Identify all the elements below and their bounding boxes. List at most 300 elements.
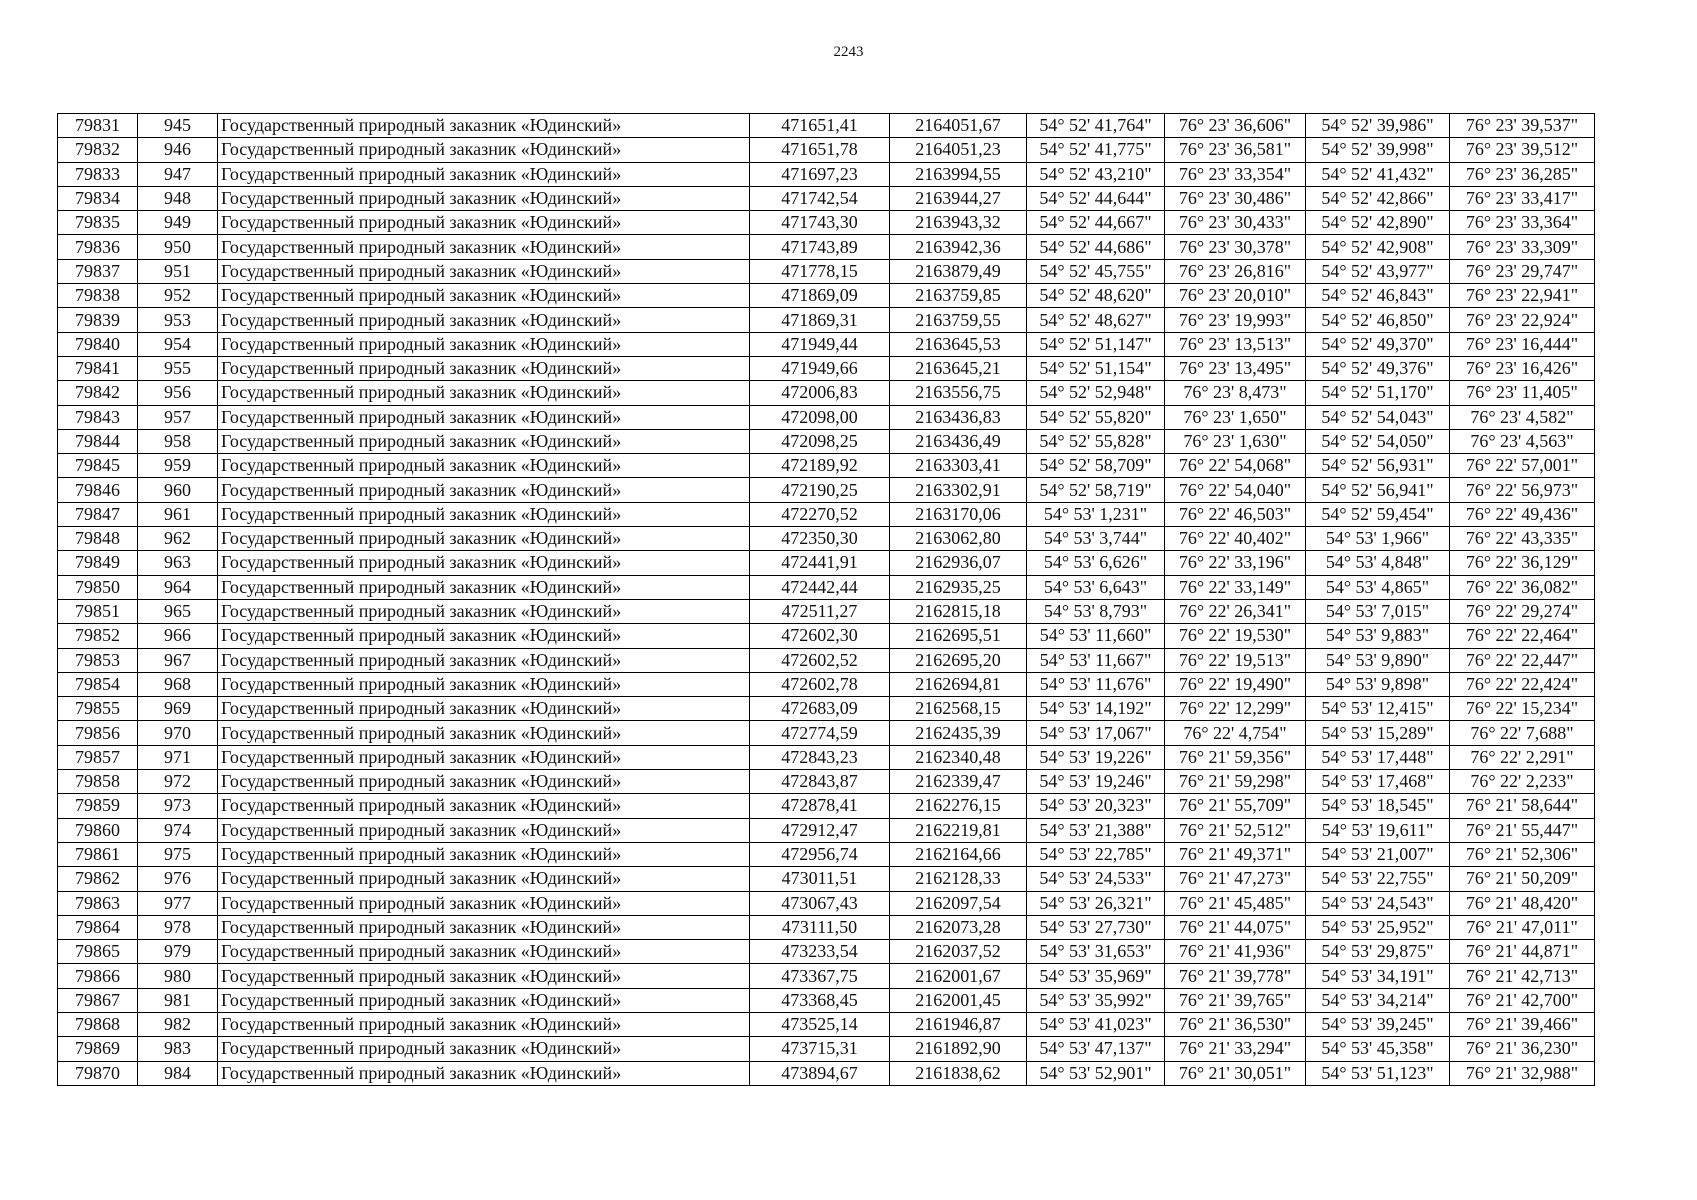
point-number-cell: 969 bbox=[138, 697, 218, 721]
object-name-cell: Государственный природный заказник «Юдинский» bbox=[218, 575, 750, 599]
point-number-cell: 945 bbox=[138, 114, 218, 138]
longitude-2-cell: 76° 21' 47,011" bbox=[1450, 915, 1595, 939]
record-number-cell: 79870 bbox=[58, 1061, 138, 1085]
y-coordinate-cell: 2163943,32 bbox=[890, 211, 1027, 235]
record-number-cell: 79861 bbox=[58, 842, 138, 866]
table-row bbox=[58, 356, 1595, 380]
table-row bbox=[58, 405, 1595, 429]
record-number-cell: 79847 bbox=[58, 502, 138, 526]
longitude-1-cell: 76° 23' 30,486" bbox=[1165, 186, 1306, 210]
latitude-2-cell: 54° 53' 17,448" bbox=[1306, 745, 1450, 769]
latitude-1-cell: 54° 53' 27,730" bbox=[1027, 915, 1165, 939]
y-coordinate-cell: 2161838,62 bbox=[890, 1061, 1027, 1085]
latitude-1-cell: 54° 52' 48,620" bbox=[1027, 284, 1165, 308]
longitude-1-cell: 76° 21' 59,298" bbox=[1165, 770, 1306, 794]
longitude-1-cell: 76° 22' 46,503" bbox=[1165, 502, 1306, 526]
y-coordinate-cell: 2163303,41 bbox=[890, 454, 1027, 478]
point-number-cell: 971 bbox=[138, 745, 218, 769]
page-number: 2243 bbox=[833, 44, 864, 60]
latitude-2-cell: 54° 52' 59,454" bbox=[1306, 502, 1450, 526]
latitude-2-cell: 54° 53' 12,415" bbox=[1306, 697, 1450, 721]
longitude-1-cell: 76° 21' 41,936" bbox=[1165, 940, 1306, 964]
table-row bbox=[58, 794, 1595, 818]
x-coordinate-cell: 472843,87 bbox=[750, 770, 890, 794]
table-row bbox=[58, 1012, 1595, 1036]
object-name-cell: Государственный природный заказник «Юдинский» bbox=[218, 867, 750, 891]
object-name-cell: Государственный природный заказник «Юдинский» bbox=[218, 454, 750, 478]
longitude-1-cell: 76° 22' 19,530" bbox=[1165, 624, 1306, 648]
longitude-2-cell: 76° 21' 42,700" bbox=[1450, 988, 1595, 1012]
table-row bbox=[58, 940, 1595, 964]
object-name-cell: Государственный природный заказник «Юдинский» bbox=[218, 842, 750, 866]
latitude-2-cell: 54° 52' 54,050" bbox=[1306, 429, 1450, 453]
longitude-2-cell: 76° 23' 16,444" bbox=[1450, 332, 1595, 356]
record-number-cell: 79849 bbox=[58, 551, 138, 575]
latitude-1-cell: 54° 52' 51,154" bbox=[1027, 356, 1165, 380]
longitude-1-cell: 76° 22' 54,040" bbox=[1165, 478, 1306, 502]
latitude-1-cell: 54° 53' 14,192" bbox=[1027, 697, 1165, 721]
table-row bbox=[58, 235, 1595, 259]
latitude-1-cell: 54° 52' 44,686" bbox=[1027, 235, 1165, 259]
record-number-cell: 79853 bbox=[58, 648, 138, 672]
record-number-cell: 79856 bbox=[58, 721, 138, 745]
point-number-cell: 963 bbox=[138, 551, 218, 575]
latitude-1-cell: 54° 52' 45,755" bbox=[1027, 259, 1165, 283]
longitude-2-cell: 76° 23' 29,747" bbox=[1450, 259, 1595, 283]
record-number-cell: 79858 bbox=[58, 770, 138, 794]
longitude-2-cell: 76° 23' 16,426" bbox=[1450, 356, 1595, 380]
longitude-1-cell: 76° 22' 19,513" bbox=[1165, 648, 1306, 672]
y-coordinate-cell: 2163436,83 bbox=[890, 405, 1027, 429]
latitude-1-cell: 54° 52' 44,644" bbox=[1027, 186, 1165, 210]
y-coordinate-cell: 2162815,18 bbox=[890, 599, 1027, 623]
latitude-1-cell: 54° 53' 24,533" bbox=[1027, 867, 1165, 891]
object-name-cell: Государственный природный заказник «Юдинский» bbox=[218, 284, 750, 308]
record-number-cell: 79835 bbox=[58, 211, 138, 235]
object-name-cell: Государственный природный заказник «Юдинский» bbox=[218, 648, 750, 672]
latitude-2-cell: 54° 53' 7,015" bbox=[1306, 599, 1450, 623]
x-coordinate-cell: 471742,54 bbox=[750, 186, 890, 210]
table-row bbox=[58, 599, 1595, 623]
record-number-cell: 79851 bbox=[58, 599, 138, 623]
latitude-2-cell: 54° 52' 43,977" bbox=[1306, 259, 1450, 283]
y-coordinate-cell: 2162695,20 bbox=[890, 648, 1027, 672]
table-row bbox=[58, 745, 1595, 769]
longitude-1-cell: 76° 23' 13,513" bbox=[1165, 332, 1306, 356]
y-coordinate-cell: 2162164,66 bbox=[890, 842, 1027, 866]
longitude-1-cell: 76° 21' 47,273" bbox=[1165, 867, 1306, 891]
latitude-1-cell: 54° 53' 17,067" bbox=[1027, 721, 1165, 745]
table-row bbox=[58, 211, 1595, 235]
longitude-1-cell: 76° 22' 4,754" bbox=[1165, 721, 1306, 745]
y-coordinate-cell: 2163556,75 bbox=[890, 381, 1027, 405]
latitude-2-cell: 54° 53' 4,865" bbox=[1306, 575, 1450, 599]
point-number-cell: 967 bbox=[138, 648, 218, 672]
y-coordinate-cell: 2162695,51 bbox=[890, 624, 1027, 648]
record-number-cell: 79833 bbox=[58, 162, 138, 186]
object-name-cell: Государственный природный заказник «Юдинский» bbox=[218, 502, 750, 526]
longitude-2-cell: 76° 22' 22,464" bbox=[1450, 624, 1595, 648]
y-coordinate-cell: 2163759,85 bbox=[890, 284, 1027, 308]
point-number-cell: 951 bbox=[138, 259, 218, 283]
table-row bbox=[58, 624, 1595, 648]
point-number-cell: 975 bbox=[138, 842, 218, 866]
object-name-cell: Государственный природный заказник «Юдинский» bbox=[218, 235, 750, 259]
longitude-1-cell: 76° 21' 36,530" bbox=[1165, 1012, 1306, 1036]
x-coordinate-cell: 472683,09 bbox=[750, 697, 890, 721]
record-number-cell: 79850 bbox=[58, 575, 138, 599]
point-number-cell: 968 bbox=[138, 672, 218, 696]
point-number-cell: 962 bbox=[138, 527, 218, 551]
coordinates-table bbox=[57, 113, 1595, 1086]
x-coordinate-cell: 471651,41 bbox=[750, 114, 890, 138]
table-row bbox=[58, 770, 1595, 794]
object-name-cell: Государственный природный заказник «Юдинский» bbox=[218, 818, 750, 842]
point-number-cell: 974 bbox=[138, 818, 218, 842]
table-row bbox=[58, 648, 1595, 672]
point-number-cell: 948 bbox=[138, 186, 218, 210]
record-number-cell: 79860 bbox=[58, 818, 138, 842]
record-number-cell: 79831 bbox=[58, 114, 138, 138]
latitude-2-cell: 54° 53' 34,191" bbox=[1306, 964, 1450, 988]
x-coordinate-cell: 471869,31 bbox=[750, 308, 890, 332]
point-number-cell: 954 bbox=[138, 332, 218, 356]
record-number-cell: 79854 bbox=[58, 672, 138, 696]
record-number-cell: 79844 bbox=[58, 429, 138, 453]
latitude-2-cell: 54° 53' 9,898" bbox=[1306, 672, 1450, 696]
longitude-2-cell: 76° 23' 11,405" bbox=[1450, 381, 1595, 405]
longitude-2-cell: 76° 21' 55,447" bbox=[1450, 818, 1595, 842]
longitude-2-cell: 76° 23' 22,924" bbox=[1450, 308, 1595, 332]
table-row bbox=[58, 672, 1595, 696]
longitude-1-cell: 76° 21' 30,051" bbox=[1165, 1061, 1306, 1085]
latitude-1-cell: 54° 52' 48,627" bbox=[1027, 308, 1165, 332]
longitude-2-cell: 76° 21' 52,306" bbox=[1450, 842, 1595, 866]
point-number-cell: 959 bbox=[138, 454, 218, 478]
record-number-cell: 79832 bbox=[58, 138, 138, 162]
latitude-2-cell: 54° 52' 46,843" bbox=[1306, 284, 1450, 308]
x-coordinate-cell: 472912,47 bbox=[750, 818, 890, 842]
object-name-cell: Государственный природный заказник «Юдинский» bbox=[218, 915, 750, 939]
y-coordinate-cell: 2161892,90 bbox=[890, 1037, 1027, 1061]
table-row bbox=[58, 915, 1595, 939]
x-coordinate-cell: 473111,50 bbox=[750, 915, 890, 939]
point-number-cell: 983 bbox=[138, 1037, 218, 1061]
record-number-cell: 79867 bbox=[58, 988, 138, 1012]
y-coordinate-cell: 2162219,81 bbox=[890, 818, 1027, 842]
longitude-2-cell: 76° 22' 22,447" bbox=[1450, 648, 1595, 672]
table-row bbox=[58, 575, 1595, 599]
object-name-cell: Государственный природный заказник «Юдинский» bbox=[218, 624, 750, 648]
longitude-1-cell: 76° 21' 59,356" bbox=[1165, 745, 1306, 769]
record-number-cell: 79839 bbox=[58, 308, 138, 332]
object-name-cell: Государственный природный заказник «Юдинский» bbox=[218, 1061, 750, 1085]
table-row bbox=[58, 478, 1595, 502]
y-coordinate-cell: 2163645,21 bbox=[890, 356, 1027, 380]
point-number-cell: 979 bbox=[138, 940, 218, 964]
point-number-cell: 953 bbox=[138, 308, 218, 332]
longitude-2-cell: 76° 21' 48,420" bbox=[1450, 891, 1595, 915]
latitude-1-cell: 54° 53' 41,023" bbox=[1027, 1012, 1165, 1036]
table-row bbox=[58, 527, 1595, 551]
object-name-cell: Государственный природный заказник «Юдинский» bbox=[218, 429, 750, 453]
longitude-1-cell: 76° 23' 1,630" bbox=[1165, 429, 1306, 453]
y-coordinate-cell: 2163759,55 bbox=[890, 308, 1027, 332]
y-coordinate-cell: 2163944,27 bbox=[890, 186, 1027, 210]
table-row bbox=[58, 114, 1595, 138]
longitude-2-cell: 76° 23' 22,941" bbox=[1450, 284, 1595, 308]
latitude-1-cell: 54° 52' 51,147" bbox=[1027, 332, 1165, 356]
table-row bbox=[58, 186, 1595, 210]
x-coordinate-cell: 472441,91 bbox=[750, 551, 890, 575]
object-name-cell: Государственный природный заказник «Юдинский» bbox=[218, 770, 750, 794]
object-name-cell: Государственный природный заказник «Юдинский» bbox=[218, 672, 750, 696]
longitude-1-cell: 76° 21' 39,778" bbox=[1165, 964, 1306, 988]
latitude-2-cell: 54° 52' 51,170" bbox=[1306, 381, 1450, 405]
record-number-cell: 79862 bbox=[58, 867, 138, 891]
object-name-cell: Государственный природный заказник «Юдинский» bbox=[218, 527, 750, 551]
latitude-2-cell: 54° 52' 39,998" bbox=[1306, 138, 1450, 162]
object-name-cell: Государственный природный заказник «Юдинский» bbox=[218, 356, 750, 380]
point-number-cell: 981 bbox=[138, 988, 218, 1012]
point-number-cell: 956 bbox=[138, 381, 218, 405]
x-coordinate-cell: 472843,23 bbox=[750, 745, 890, 769]
record-number-cell: 79834 bbox=[58, 186, 138, 210]
point-number-cell: 972 bbox=[138, 770, 218, 794]
longitude-1-cell: 76° 21' 39,765" bbox=[1165, 988, 1306, 1012]
longitude-1-cell: 76° 21' 44,075" bbox=[1165, 915, 1306, 939]
latitude-2-cell: 54° 52' 54,043" bbox=[1306, 405, 1450, 429]
x-coordinate-cell: 473715,31 bbox=[750, 1037, 890, 1061]
longitude-2-cell: 76° 21' 50,209" bbox=[1450, 867, 1595, 891]
point-number-cell: 952 bbox=[138, 284, 218, 308]
y-coordinate-cell: 2163994,55 bbox=[890, 162, 1027, 186]
object-name-cell: Государственный природный заказник «Юдинский» bbox=[218, 794, 750, 818]
x-coordinate-cell: 473067,43 bbox=[750, 891, 890, 915]
y-coordinate-cell: 2162694,81 bbox=[890, 672, 1027, 696]
record-number-cell: 79863 bbox=[58, 891, 138, 915]
x-coordinate-cell: 472190,25 bbox=[750, 478, 890, 502]
x-coordinate-cell: 471697,23 bbox=[750, 162, 890, 186]
object-name-cell: Государственный природный заказник «Юдинский» bbox=[218, 478, 750, 502]
x-coordinate-cell: 472602,78 bbox=[750, 672, 890, 696]
y-coordinate-cell: 2162001,45 bbox=[890, 988, 1027, 1012]
latitude-2-cell: 54° 52' 41,432" bbox=[1306, 162, 1450, 186]
latitude-2-cell: 54° 53' 25,952" bbox=[1306, 915, 1450, 939]
point-number-cell: 958 bbox=[138, 429, 218, 453]
longitude-2-cell: 76° 22' 15,234" bbox=[1450, 697, 1595, 721]
latitude-2-cell: 54° 53' 15,289" bbox=[1306, 721, 1450, 745]
longitude-1-cell: 76° 23' 36,581" bbox=[1165, 138, 1306, 162]
latitude-2-cell: 54° 52' 56,931" bbox=[1306, 454, 1450, 478]
longitude-2-cell: 76° 22' 22,424" bbox=[1450, 672, 1595, 696]
latitude-1-cell: 54° 52' 41,775" bbox=[1027, 138, 1165, 162]
table-row bbox=[58, 867, 1595, 891]
x-coordinate-cell: 471949,66 bbox=[750, 356, 890, 380]
table-row bbox=[58, 308, 1595, 332]
x-coordinate-cell: 472189,92 bbox=[750, 454, 890, 478]
longitude-2-cell: 76° 22' 7,688" bbox=[1450, 721, 1595, 745]
x-coordinate-cell: 472774,59 bbox=[750, 721, 890, 745]
point-number-cell: 973 bbox=[138, 794, 218, 818]
latitude-1-cell: 54° 53' 3,744" bbox=[1027, 527, 1165, 551]
object-name-cell: Государственный природный заказник «Юдинский» bbox=[218, 1012, 750, 1036]
point-number-cell: 982 bbox=[138, 1012, 218, 1036]
object-name-cell: Государственный природный заказник «Юдинский» bbox=[218, 308, 750, 332]
object-name-cell: Государственный природный заказник «Юдинский» bbox=[218, 599, 750, 623]
latitude-2-cell: 54° 53' 9,890" bbox=[1306, 648, 1450, 672]
latitude-2-cell: 54° 53' 45,358" bbox=[1306, 1037, 1450, 1061]
latitude-1-cell: 54° 53' 1,231" bbox=[1027, 502, 1165, 526]
longitude-2-cell: 76° 21' 44,871" bbox=[1450, 940, 1595, 964]
x-coordinate-cell: 471869,09 bbox=[750, 284, 890, 308]
record-number-cell: 79842 bbox=[58, 381, 138, 405]
latitude-1-cell: 54° 53' 11,660" bbox=[1027, 624, 1165, 648]
latitude-1-cell: 54° 53' 11,667" bbox=[1027, 648, 1165, 672]
longitude-2-cell: 76° 23' 33,309" bbox=[1450, 235, 1595, 259]
record-number-cell: 79836 bbox=[58, 235, 138, 259]
table-row bbox=[58, 332, 1595, 356]
record-number-cell: 79840 bbox=[58, 332, 138, 356]
longitude-1-cell: 76° 23' 36,606" bbox=[1165, 114, 1306, 138]
point-number-cell: 978 bbox=[138, 915, 218, 939]
object-name-cell: Государственный природный заказник «Юдинский» bbox=[218, 186, 750, 210]
longitude-1-cell: 76° 23' 8,473" bbox=[1165, 381, 1306, 405]
x-coordinate-cell: 472956,74 bbox=[750, 842, 890, 866]
table-row bbox=[58, 429, 1595, 453]
latitude-2-cell: 54° 53' 1,966" bbox=[1306, 527, 1450, 551]
x-coordinate-cell: 473367,75 bbox=[750, 964, 890, 988]
longitude-2-cell: 76° 21' 58,644" bbox=[1450, 794, 1595, 818]
x-coordinate-cell: 473368,45 bbox=[750, 988, 890, 1012]
latitude-1-cell: 54° 52' 58,709" bbox=[1027, 454, 1165, 478]
longitude-2-cell: 76° 22' 2,233" bbox=[1450, 770, 1595, 794]
y-coordinate-cell: 2162276,15 bbox=[890, 794, 1027, 818]
latitude-1-cell: 54° 52' 43,210" bbox=[1027, 162, 1165, 186]
table-row bbox=[58, 138, 1595, 162]
latitude-1-cell: 54° 52' 44,667" bbox=[1027, 211, 1165, 235]
record-number-cell: 79841 bbox=[58, 356, 138, 380]
record-number-cell: 79845 bbox=[58, 454, 138, 478]
latitude-2-cell: 54° 53' 51,123" bbox=[1306, 1061, 1450, 1085]
longitude-1-cell: 76° 23' 20,010" bbox=[1165, 284, 1306, 308]
latitude-1-cell: 54° 53' 8,793" bbox=[1027, 599, 1165, 623]
longitude-2-cell: 76° 21' 39,466" bbox=[1450, 1012, 1595, 1036]
record-number-cell: 79859 bbox=[58, 794, 138, 818]
point-number-cell: 947 bbox=[138, 162, 218, 186]
object-name-cell: Государственный природный заказник «Юдинский» bbox=[218, 138, 750, 162]
table-row bbox=[58, 381, 1595, 405]
latitude-2-cell: 54° 52' 49,370" bbox=[1306, 332, 1450, 356]
point-number-cell: 961 bbox=[138, 502, 218, 526]
longitude-1-cell: 76° 23' 30,378" bbox=[1165, 235, 1306, 259]
longitude-2-cell: 76° 22' 36,129" bbox=[1450, 551, 1595, 575]
longitude-1-cell: 76° 23' 1,650" bbox=[1165, 405, 1306, 429]
longitude-2-cell: 76° 22' 29,274" bbox=[1450, 599, 1595, 623]
longitude-1-cell: 76° 23' 19,993" bbox=[1165, 308, 1306, 332]
latitude-2-cell: 54° 53' 18,545" bbox=[1306, 794, 1450, 818]
latitude-1-cell: 54° 53' 6,643" bbox=[1027, 575, 1165, 599]
latitude-2-cell: 54° 53' 24,543" bbox=[1306, 891, 1450, 915]
object-name-cell: Государственный природный заказник «Юдинский» bbox=[218, 162, 750, 186]
table-row bbox=[58, 1037, 1595, 1061]
x-coordinate-cell: 473011,51 bbox=[750, 867, 890, 891]
object-name-cell: Государственный природный заказник «Юдинский» bbox=[218, 891, 750, 915]
longitude-2-cell: 76° 22' 36,082" bbox=[1450, 575, 1595, 599]
x-coordinate-cell: 472602,52 bbox=[750, 648, 890, 672]
x-coordinate-cell: 472098,00 bbox=[750, 405, 890, 429]
table-row bbox=[58, 891, 1595, 915]
y-coordinate-cell: 2162001,67 bbox=[890, 964, 1027, 988]
record-number-cell: 79857 bbox=[58, 745, 138, 769]
longitude-1-cell: 76° 23' 33,354" bbox=[1165, 162, 1306, 186]
record-number-cell: 79838 bbox=[58, 284, 138, 308]
object-name-cell: Государственный природный заказник «Юдинский» bbox=[218, 405, 750, 429]
point-number-cell: 964 bbox=[138, 575, 218, 599]
object-name-cell: Государственный природный заказник «Юдинский» bbox=[218, 721, 750, 745]
x-coordinate-cell: 471743,30 bbox=[750, 211, 890, 235]
x-coordinate-cell: 472098,25 bbox=[750, 429, 890, 453]
y-coordinate-cell: 2163645,53 bbox=[890, 332, 1027, 356]
record-number-cell: 79852 bbox=[58, 624, 138, 648]
object-name-cell: Государственный природный заказник «Юдинский» bbox=[218, 259, 750, 283]
point-number-cell: 980 bbox=[138, 964, 218, 988]
latitude-2-cell: 54° 52' 56,941" bbox=[1306, 478, 1450, 502]
object-name-cell: Государственный природный заказник «Юдинский» bbox=[218, 988, 750, 1012]
x-coordinate-cell: 472350,30 bbox=[750, 527, 890, 551]
x-coordinate-cell: 472878,41 bbox=[750, 794, 890, 818]
latitude-2-cell: 54° 53' 9,883" bbox=[1306, 624, 1450, 648]
object-name-cell: Государственный природный заказник «Юдинский» bbox=[218, 332, 750, 356]
y-coordinate-cell: 2162339,47 bbox=[890, 770, 1027, 794]
latitude-1-cell: 54° 53' 35,969" bbox=[1027, 964, 1165, 988]
record-number-cell: 79869 bbox=[58, 1037, 138, 1061]
latitude-1-cell: 54° 53' 26,321" bbox=[1027, 891, 1165, 915]
y-coordinate-cell: 2162073,28 bbox=[890, 915, 1027, 939]
object-name-cell: Государственный природный заказник «Юдинский» bbox=[218, 114, 750, 138]
object-name-cell: Государственный природный заказник «Юдинский» bbox=[218, 964, 750, 988]
latitude-2-cell: 54° 53' 21,007" bbox=[1306, 842, 1450, 866]
x-coordinate-cell: 473525,14 bbox=[750, 1012, 890, 1036]
object-name-cell: Государственный природный заказник «Юдинский» bbox=[218, 211, 750, 235]
longitude-2-cell: 76° 23' 4,582" bbox=[1450, 405, 1595, 429]
table-row bbox=[58, 454, 1595, 478]
y-coordinate-cell: 2162935,25 bbox=[890, 575, 1027, 599]
latitude-1-cell: 54° 53' 19,246" bbox=[1027, 770, 1165, 794]
y-coordinate-cell: 2163879,49 bbox=[890, 259, 1027, 283]
y-coordinate-cell: 2161946,87 bbox=[890, 1012, 1027, 1036]
table-row bbox=[58, 1061, 1595, 1085]
record-number-cell: 79868 bbox=[58, 1012, 138, 1036]
latitude-1-cell: 54° 53' 22,785" bbox=[1027, 842, 1165, 866]
point-number-cell: 960 bbox=[138, 478, 218, 502]
latitude-2-cell: 54° 52' 42,890" bbox=[1306, 211, 1450, 235]
longitude-1-cell: 76° 23' 13,495" bbox=[1165, 356, 1306, 380]
longitude-2-cell: 76° 23' 33,417" bbox=[1450, 186, 1595, 210]
x-coordinate-cell: 472602,30 bbox=[750, 624, 890, 648]
latitude-1-cell: 54° 53' 19,226" bbox=[1027, 745, 1165, 769]
table-row bbox=[58, 502, 1595, 526]
longitude-2-cell: 76° 23' 39,512" bbox=[1450, 138, 1595, 162]
y-coordinate-cell: 2162568,15 bbox=[890, 697, 1027, 721]
x-coordinate-cell: 471743,89 bbox=[750, 235, 890, 259]
longitude-2-cell: 76° 23' 33,364" bbox=[1450, 211, 1595, 235]
y-coordinate-cell: 2162097,54 bbox=[890, 891, 1027, 915]
latitude-2-cell: 54° 53' 39,245" bbox=[1306, 1012, 1450, 1036]
latitude-2-cell: 54° 52' 42,908" bbox=[1306, 235, 1450, 259]
table-row bbox=[58, 551, 1595, 575]
longitude-1-cell: 76° 21' 49,371" bbox=[1165, 842, 1306, 866]
